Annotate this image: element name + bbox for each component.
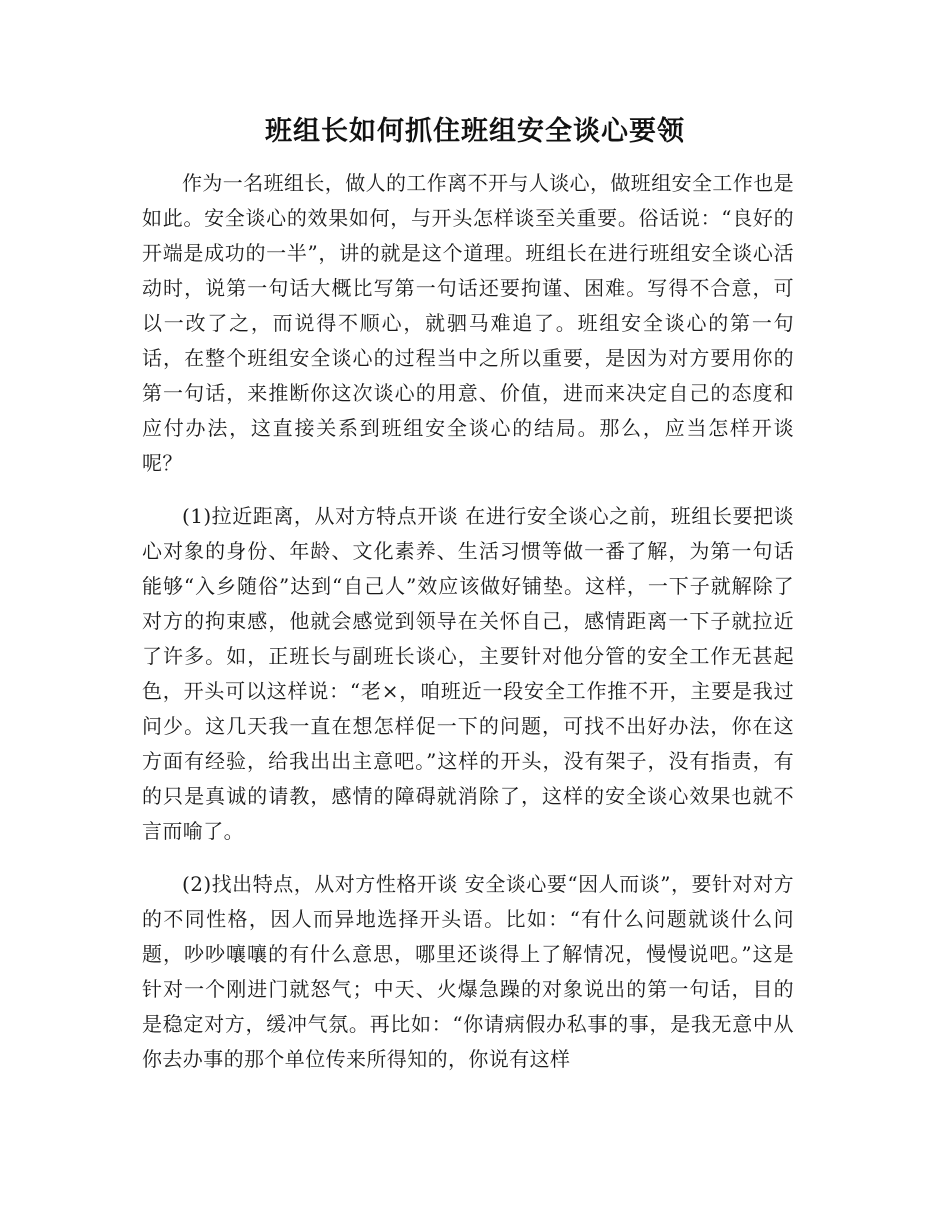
paragraph-point-1: (1)拉近距离，从对方特点开谈 在进行安全谈心之前，班组长要把谈心对象的身份、年龄、文化素养、生活习惯等做一番了解，为第一句话能够“入乡随俗”达到“自己人”效应该做好铺垫。这样，一下子就解除了对方的拘束感，他就会感觉到领导在关怀自己，感情距离一下子就拉近了许多。如，正班长与副班长谈心，主要针对他分管的安全工作无甚起色，开头可以这样说：“老×，咱班近一段安全工作推不开，主要是我过问少。这几天我一直在想怎样促一下的问题，可找不出好办法，你在这方面有经验，给我出出主意吧。”这样的开头，没有架子，没有指责，有的只是真诚的请教，感情的障碍就消除了，这样的安全谈心效果也就不言而喻了。 <box>142 504 794 843</box>
document-title: 班组长如何抓住班组安全谈心要领 <box>265 116 685 147</box>
paragraph-intro: 作为一名班组长，做人的工作离不开与人谈心，做班组安全工作也是如此。安全谈心的效果如何，与开头怎样谈至关重要。俗话说：“良好的开端是成功的一半”，讲的就是这个道理。班组长在进行班组安全谈心活动时，说第一句话大概比写第一句话还要拘谨、困难。写得不合意，可以一改了之，而说得不顺心，就驷马难追了。班组安全谈心的第一句话，在整个班组安全谈心的过程当中之所以重要，是因为对方要用你的第一句话，来推断你这次谈心的用意、价值，进而来决定自己的态度和应付办法，这直接关系到班组安全谈心的结局。那么，应当怎样开谈呢？ <box>142 171 794 475</box>
document-body <box>142 166 794 1077</box>
paragraph-point-2: (2)找出特点，从对方性格开谈 安全谈心要“因人而谈”，要针对对方的不同性格，因人而异地选择开头语。比如：“有什么问题就谈什么问题，吵吵嚷嚷的有什么意思，哪里还谈得上了解情况，慢慢说吧。”这是针对一个刚进门就怒气；中天、火爆急躁的对象说出的第一句话，目的是稳定对方，缓冲气氛。再比如：“你请病假办私事的事，是我无意中从你去办事的那个单位传来所得知的，你说有这样 <box>142 872 794 1071</box>
